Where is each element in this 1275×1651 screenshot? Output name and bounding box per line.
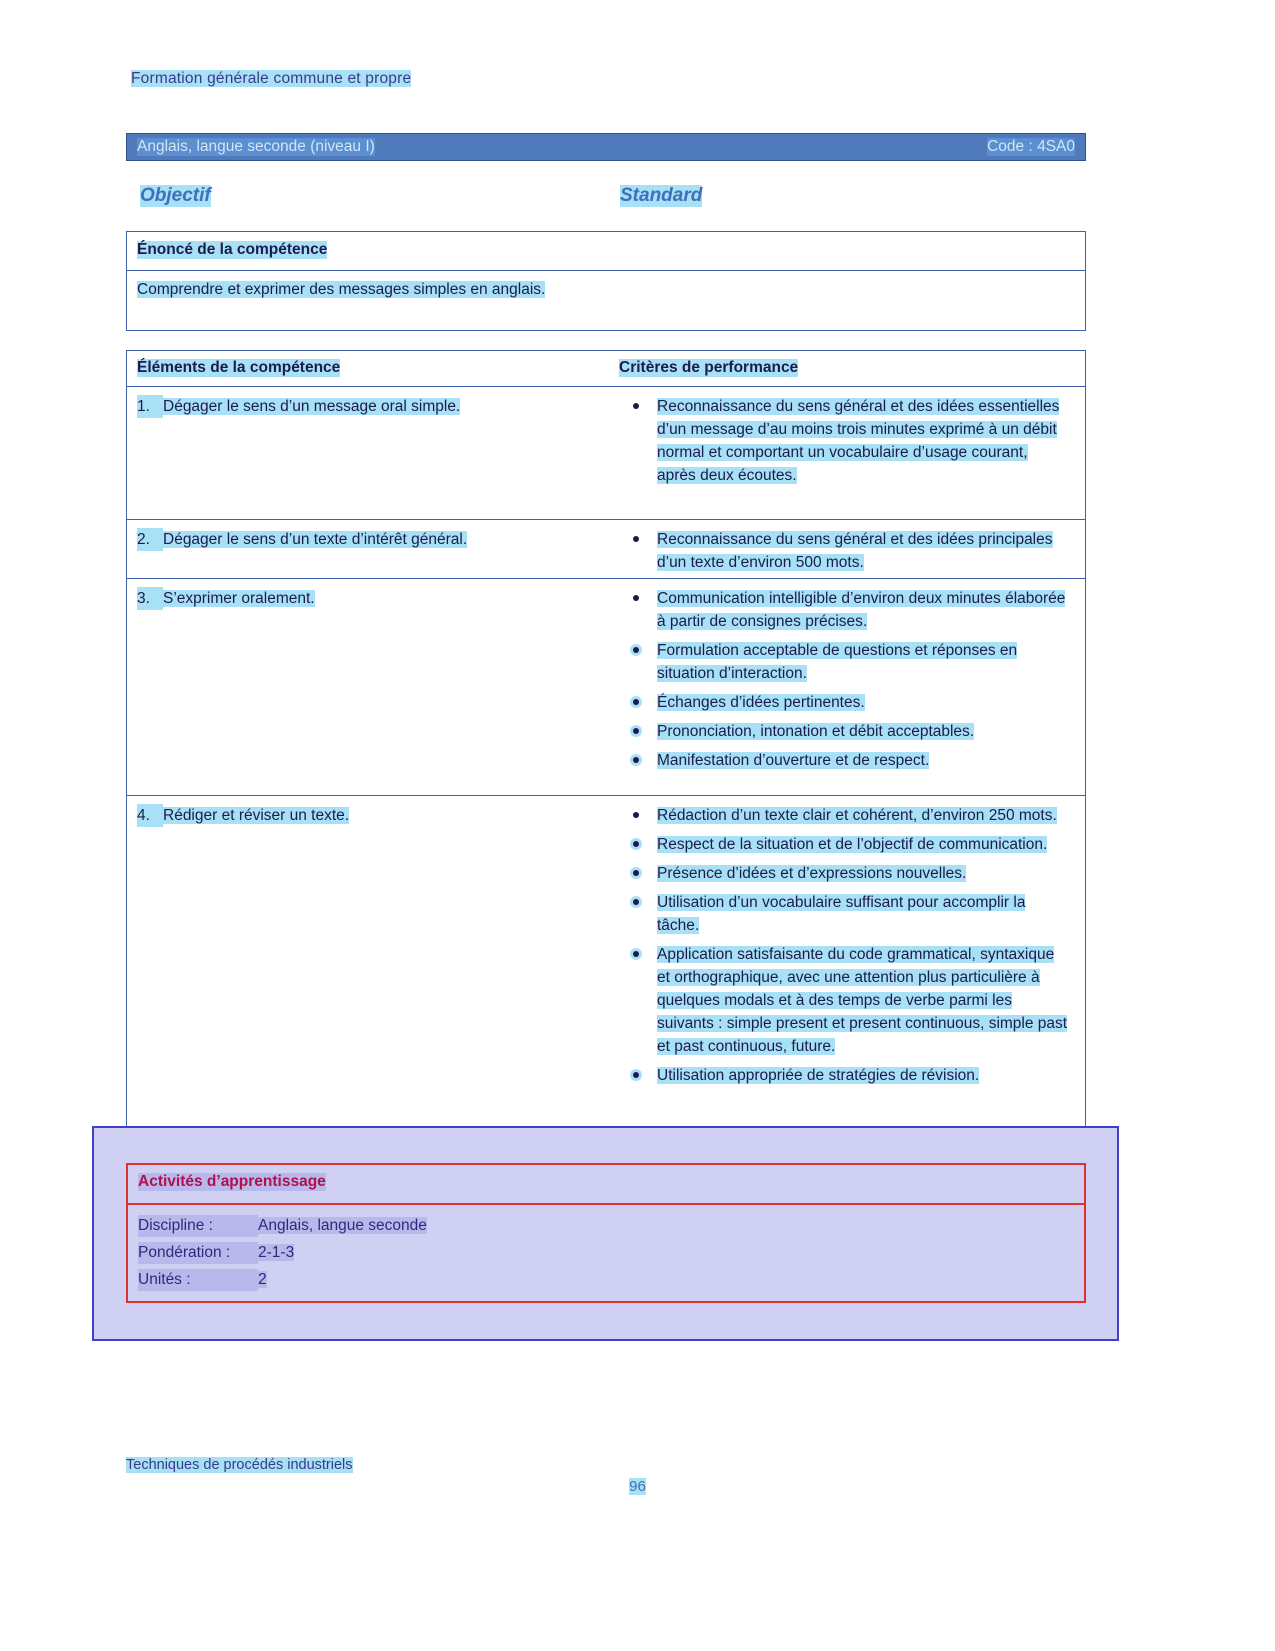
- competence-statement-text-wrap: [137, 279, 657, 301]
- criteria-cell: [619, 587, 1069, 778]
- bullet-icon: [633, 728, 639, 734]
- bullet-icon: [633, 870, 639, 876]
- element-cell: [137, 587, 597, 610]
- element-text: S’exprimer oralement.: [163, 590, 315, 607]
- table-row: [127, 520, 1085, 579]
- criterion-text: Reconnaissance du sens général et des idées essentielles d’un message d’au moins trois minutes exprimé à un débit normal et comportant un vocabulaire d’usage courant, après deux écoutes.: [657, 398, 1060, 484]
- criterion-item: [619, 833, 1069, 856]
- units-value: 2: [258, 1271, 267, 1288]
- criterion-text: Utilisation appropriée de stratégies de révision.: [657, 1067, 980, 1084]
- criterion-item: [619, 862, 1069, 885]
- bullet-icon: [633, 1072, 639, 1078]
- element-number: 2.: [137, 528, 163, 551]
- criterion-item: [619, 891, 1069, 937]
- bullet-icon: [633, 595, 639, 601]
- course-code: Code : 4SA0: [987, 138, 1075, 155]
- criterion-item: [619, 528, 1069, 574]
- page-number: [0, 1478, 1275, 1495]
- units-label: Unités :: [138, 1269, 258, 1291]
- competence-statement-header: Énoncé de la compétence: [137, 241, 328, 258]
- table-row: [127, 796, 1085, 1146]
- criteria-cell: [619, 395, 1069, 493]
- activities-discipline-row: [138, 1215, 427, 1237]
- table-row: [127, 579, 1085, 796]
- column-titles: [126, 185, 1086, 211]
- objectif-title: Objectif: [140, 185, 211, 206]
- criterion-text: Rédaction d’un texte clair et cohérent, d’environ 250 mots.: [657, 807, 1057, 824]
- activities-header: Activités d’apprentissage: [138, 1173, 326, 1190]
- course-name: Anglais, langue seconde (niveau I): [137, 138, 375, 155]
- divider: [128, 1203, 1084, 1205]
- element-number: 4.: [137, 804, 163, 827]
- criterion-item: [619, 1064, 1069, 1087]
- criterion-text: Communication intelligible d’environ deux minutes élaborée à partir de consignes précises.: [657, 590, 1066, 630]
- criterion-text: Formulation acceptable de questions et réponses en situation d’interaction.: [657, 642, 1018, 682]
- activities-units-row: [138, 1269, 267, 1291]
- element-cell: [137, 804, 597, 827]
- bullet-icon: [633, 951, 639, 957]
- bullet-icon: [633, 757, 639, 763]
- element-cell: [137, 528, 597, 551]
- footer-program: Techniques de procédés industriels: [126, 1457, 353, 1473]
- page-number-text: 96: [629, 1478, 646, 1495]
- element-text: Dégager le sens d’un message oral simple.: [163, 398, 461, 415]
- criterion-item: [619, 639, 1069, 685]
- criteria-cell: [619, 804, 1069, 1093]
- criterion-text: Utilisation d’un vocabulaire suffisant pour accomplir la tâche.: [657, 894, 1026, 934]
- criterion-text: Respect de la situation et de l’objectif de communication.: [657, 836, 1048, 853]
- criterion-text: Manifestation d’ouverture et de respect.: [657, 752, 930, 769]
- discipline-value: Anglais, langue seconde: [258, 1217, 427, 1234]
- activities-ponderation-row: [138, 1242, 294, 1264]
- criterion-text: Application satisfaisante du code grammatical, syntaxique et orthographique, avec une attention plus particulière à quelques modals et à des temps de verbe parmi les suivants : simple present et present continuous, simple past et past continuous, future.: [657, 946, 1068, 1055]
- criteria-cell: [619, 528, 1069, 580]
- criterion-item: [619, 587, 1069, 633]
- ponderation-value: 2-1-3: [258, 1244, 295, 1261]
- bullet-icon: [633, 841, 639, 847]
- standard-title: Standard: [620, 185, 703, 206]
- bullet-icon: [633, 647, 639, 653]
- table-row: [127, 387, 1085, 520]
- bullet-icon: [633, 403, 639, 409]
- element-text: Rédiger et réviser un texte.: [163, 807, 350, 824]
- element-text: Dégager le sens d’un texte d’intérêt général.: [163, 531, 468, 548]
- criterion-item: [619, 943, 1069, 1058]
- bullet-icon: [633, 899, 639, 905]
- ponderation-label: Pondération :: [138, 1242, 258, 1264]
- divider: [127, 270, 1085, 271]
- bullet-icon: [633, 536, 639, 542]
- bullet-icon: [633, 812, 639, 818]
- discipline-label: Discipline :: [138, 1215, 258, 1237]
- criterion-item: [619, 720, 1069, 743]
- criterion-text: Présence d’idées et d’expressions nouvelles.: [657, 865, 967, 882]
- table-header-criteria: Critères de performance: [619, 359, 799, 376]
- competence-statement-box: [126, 231, 1086, 331]
- criterion-text: Prononciation, intonation et débit acceptables.: [657, 723, 975, 740]
- criterion-item: [619, 691, 1069, 714]
- element-number: 3.: [137, 587, 163, 610]
- criterion-item: [619, 395, 1069, 487]
- bullet-icon: [633, 699, 639, 705]
- table-header-elements: Éléments de la compétence: [137, 359, 341, 376]
- competence-table: [126, 350, 1086, 1145]
- element-number: 1.: [137, 395, 163, 418]
- table-header-row: [127, 351, 1085, 387]
- element-cell: [137, 395, 597, 418]
- criterion-item: [619, 749, 1069, 772]
- criterion-item: [619, 804, 1069, 827]
- criterion-text: Échanges d’idées pertinentes.: [657, 694, 865, 711]
- competence-statement-text: Comprendre et exprimer des messages simples en anglais.: [137, 281, 546, 298]
- course-title-bar: [126, 133, 1086, 161]
- running-header-text: Formation générale commune et propre: [131, 70, 412, 87]
- activities-box: [126, 1163, 1086, 1303]
- criterion-text: Reconnaissance du sens général et des idées principales d’un texte d’environ 500 mots.: [657, 531, 1053, 571]
- running-header: [131, 70, 411, 88]
